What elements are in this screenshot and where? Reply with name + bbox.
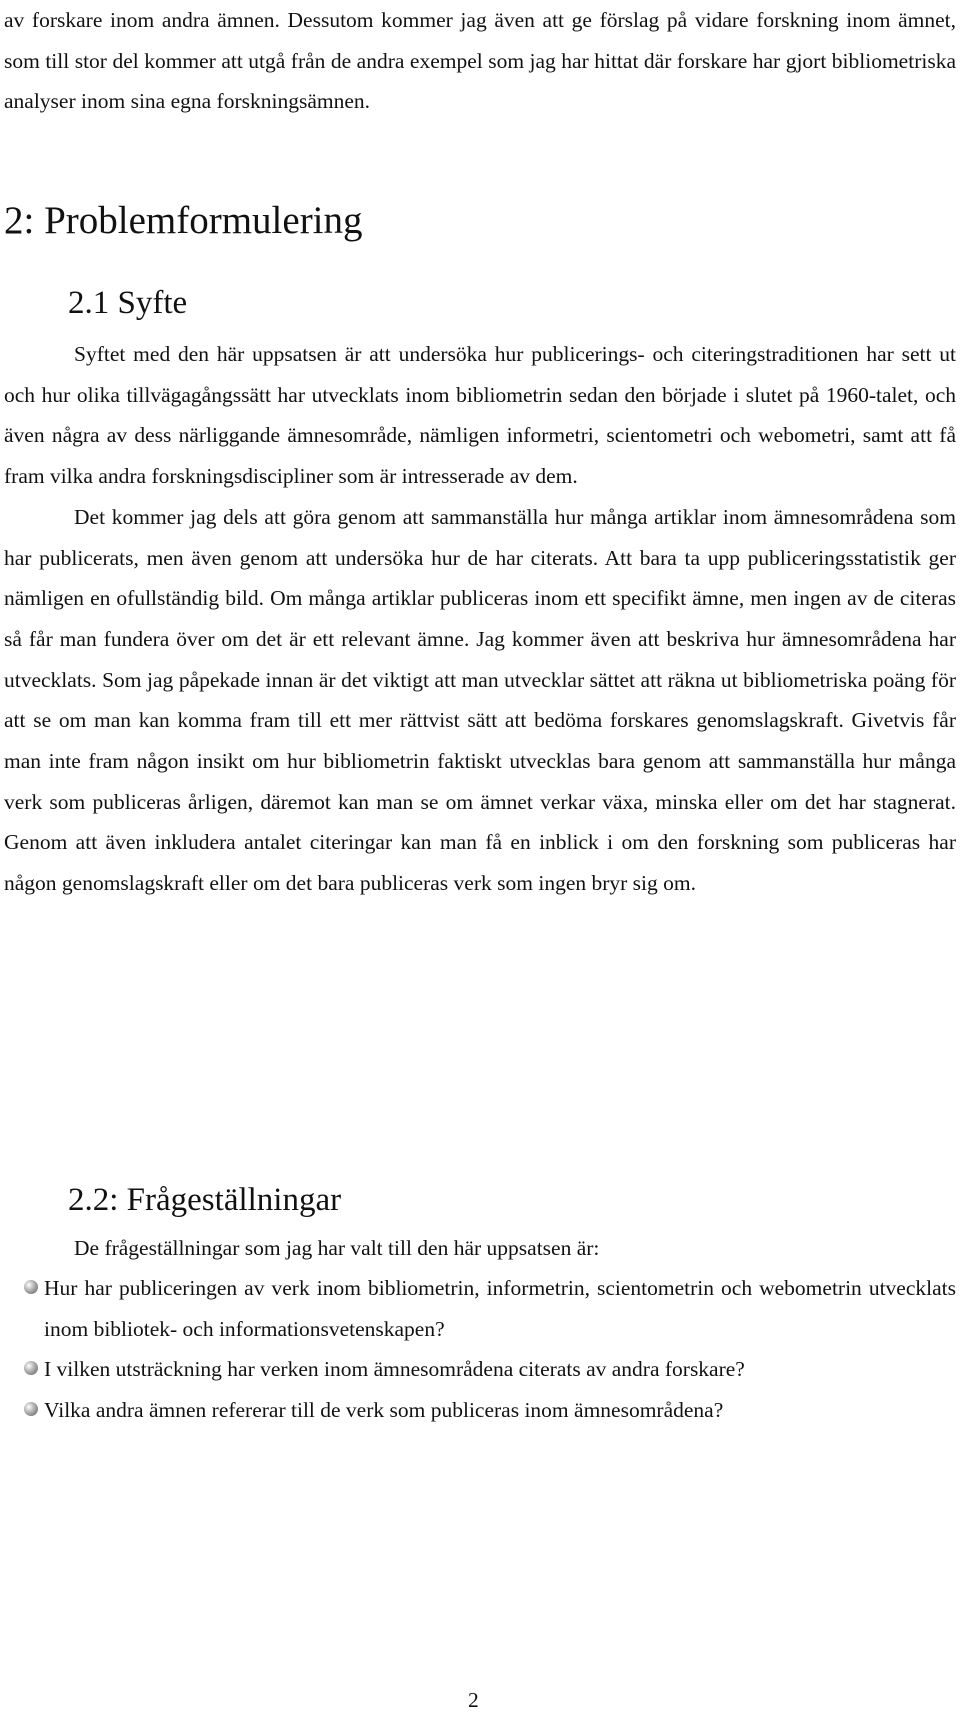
question-text: I vilken utsträckning har verken inom ämnesområdena citerats av andra forskare? <box>44 1357 745 1381</box>
intro-paragraph: av forskare inom andra ämnen. Dessutom kommer jag även att ge förslag på vidare forskning inom ämnet, som till stor del kommer att utgå från de andra exempel som jag har hittat där forskare har gjort bibliometriska analyser inom sina egna forskningsämnen. <box>4 8 956 113</box>
heading-problemformulering: 2: Problemformulering <box>4 199 363 242</box>
bullet-icon <box>24 1280 38 1294</box>
fragestallningar-intro: De frågeställningar som jag har valt till den här uppsatsen är: <box>74 1236 600 1260</box>
question-list <box>4 1268 956 1430</box>
question-text: Vilka andra ämnen refererar till de verk som publiceras inom ämnesområdena? <box>44 1397 724 1422</box>
list-item <box>4 1268 956 1349</box>
page-number: 2 <box>468 1688 479 1712</box>
heading-fragestallningar: 2.2: Frågeställningar <box>68 1182 342 1218</box>
syfte-paragraph-2: Det kommer jag dels att göra genom att sammanställa hur många artiklar inom ämnesområdena som har publicerats, men även genom att undersöka hur de har citerats. Att bara ta upp publiceringsstatistik ger nämligen en ofullständig bild. Om många artiklar publiceras inom ett specifikt ämne, men ingen av de citeras så får man fundera över om det är ett relevant ämne. Jag kommer även att beskriva hur ämnesområdena har utvecklats. Som jag påpekade innan är det viktigt att man utvecklar sättet att räkna ut bibliometriska poäng för att se om man kan komma fram till ett mer rättvist sätt att bedöma forskares genomslagskraft. Givetvis får man inte fram någon insikt om hur bibliometrin faktiskt utvecklas bara genom att sammanställa hur många verk som publiceras årligen, däremot kan man se om ämnet verkar växa, minska eller om det har stagnerat. Genom att även inkludera antalet citeringar kan man få en inblick i om den forskning som publiceras har någon genomslagskraft eller om det bara publiceras verk som ingen bryr sig om. <box>4 504 956 896</box>
bullet-icon <box>24 1402 38 1416</box>
question-text: Hur har publiceringen av verk inom bibliometrin, informetrin, scientometrin och webometrin utvecklats inom bibliotek- och informationsvetenskapen? <box>44 1276 956 1341</box>
syfte-section <box>4 334 956 904</box>
syfte-paragraph-1: Syftet med den här uppsatsen är att undersöka hur publicerings- och citeringstraditionen har sett ut och hur olika tillvägagångssätt har utvecklats inom bibliometrin sedan den började i slutet på 1960-talet, och även några av dess närliggande ämnesområde, nämligen informetri, scientometri och webometri, samt att få fram vilka andra forskningsdiscipliner som är intresserade av dem. <box>4 342 956 489</box>
list-item <box>4 1349 956 1390</box>
heading-syfte: 2.1 Syfte <box>68 285 188 321</box>
list-item <box>4 1390 956 1431</box>
bullet-icon <box>24 1361 38 1375</box>
